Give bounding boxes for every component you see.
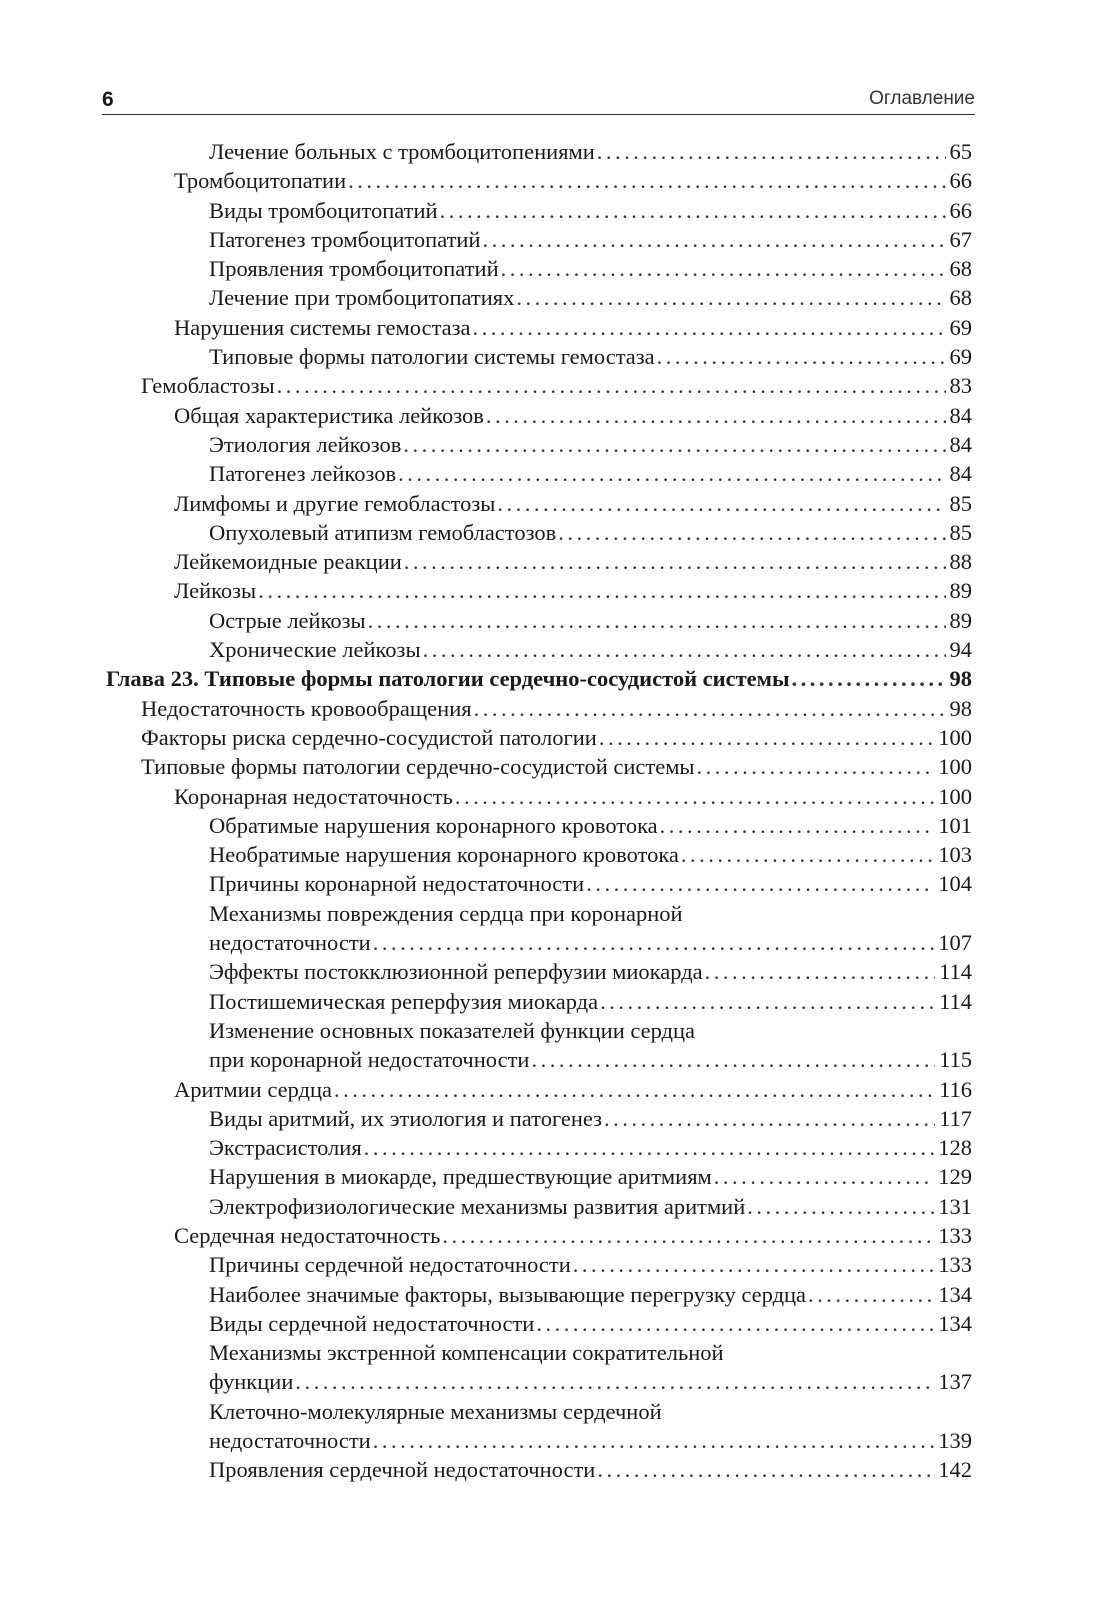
toc-entry bbox=[0, 635, 1095, 664]
leader-dots bbox=[597, 1455, 934, 1484]
leader-dots bbox=[597, 137, 946, 166]
toc-entry bbox=[0, 987, 1095, 1016]
leader-dots bbox=[697, 752, 935, 781]
toc-entry-page: 107 bbox=[938, 930, 972, 956]
toc-entry-title: при коронарной недостаточности bbox=[209, 1047, 530, 1073]
leader-dots bbox=[705, 957, 935, 986]
toc-entry-title: Клеточно-молекулярные механизмы сердечной bbox=[209, 1398, 662, 1424]
toc-entry bbox=[0, 1280, 1095, 1309]
toc-entry bbox=[0, 1045, 1095, 1074]
toc-entry-title: Обратимые нарушения коронарного кровотока bbox=[209, 812, 658, 838]
toc-entry bbox=[0, 254, 1095, 283]
toc-entry bbox=[0, 1309, 1095, 1338]
toc-entry-page: 115 bbox=[939, 1047, 972, 1073]
toc-entry-page: 88 bbox=[949, 549, 972, 575]
toc-entry-page: 67 bbox=[949, 226, 972, 252]
toc-entry bbox=[0, 430, 1095, 459]
toc-entry bbox=[0, 957, 1095, 986]
toc-entry-page: 69 bbox=[949, 314, 972, 340]
toc-entry-title: недостаточности bbox=[209, 930, 371, 956]
toc-entry bbox=[0, 694, 1095, 723]
leader-dots bbox=[486, 401, 946, 430]
toc-entry-title: Типовые формы патологии сердечно-сосудистой системы bbox=[141, 754, 695, 780]
toc-entry-page: 84 bbox=[949, 461, 972, 487]
toc-entry-title: Изменение основных показателей функции сердца bbox=[209, 1017, 696, 1043]
toc-entry-page: 134 bbox=[938, 1281, 972, 1307]
toc-entry-page: 137 bbox=[938, 1369, 972, 1395]
toc-entry bbox=[0, 518, 1095, 547]
toc-entry bbox=[0, 1133, 1095, 1162]
toc-entry-page: 83 bbox=[949, 373, 972, 399]
toc-entry-title: Постишемическая реперфузия миокарда bbox=[209, 988, 599, 1014]
toc-entry-title: Острые лейкозы bbox=[209, 607, 366, 633]
toc-entry-page: 103 bbox=[938, 842, 972, 868]
toc-entry bbox=[0, 196, 1095, 225]
toc-entry-title: Патогенез лейкозов bbox=[209, 461, 397, 487]
toc-entry-page: 85 bbox=[949, 490, 972, 516]
toc-entry-title: Механизмы повреждения сердца при коронарной bbox=[209, 900, 683, 926]
toc-entry-page: 85 bbox=[949, 519, 972, 545]
toc-entry-title: Механизмы экстренной компенсации сократительной bbox=[209, 1340, 724, 1366]
toc-entry-page: 100 bbox=[938, 783, 972, 809]
toc-entry-title: Виды аритмий, их этиология и патогенез bbox=[209, 1105, 603, 1131]
toc-entry bbox=[0, 137, 1095, 166]
toc-entry bbox=[0, 166, 1095, 195]
leader-dots bbox=[714, 1162, 934, 1191]
toc-entry-page: 100 bbox=[938, 724, 972, 750]
toc-entry bbox=[0, 576, 1095, 605]
toc-entry-page: 94 bbox=[949, 637, 972, 663]
toc-entry-page: 114 bbox=[939, 959, 972, 985]
toc-entry-title: Необратимые нарушения коронарного кровотока bbox=[209, 842, 679, 868]
toc-entry bbox=[0, 1250, 1095, 1279]
toc-entry-title: Патогенез тромбоцитопатий bbox=[209, 226, 481, 252]
toc-entry bbox=[0, 371, 1095, 400]
toc-entry-page: 116 bbox=[939, 1076, 972, 1102]
toc-entry-title: Наиболее значимые факторы, вызывающие перегрузку сердца bbox=[209, 1281, 807, 1307]
toc-entry-title: Виды тромбоцитопатий bbox=[209, 197, 438, 223]
section-title: Оглавление bbox=[869, 88, 975, 109]
leader-dots bbox=[681, 840, 934, 869]
leader-dots bbox=[501, 254, 946, 283]
leader-dots bbox=[348, 166, 945, 195]
leader-dots bbox=[440, 196, 946, 225]
toc-entry-title: Проявления сердечной недостаточности bbox=[209, 1457, 596, 1483]
toc-entry-title: Этиология лейкозов bbox=[209, 431, 402, 457]
toc-entry-page: 139 bbox=[938, 1428, 972, 1454]
toc-entry bbox=[0, 401, 1095, 430]
toc-entry-page: 89 bbox=[949, 607, 972, 633]
toc-entry bbox=[0, 782, 1095, 811]
toc-entry-title: Коронарная недостаточность bbox=[174, 783, 453, 809]
toc-entry-title: Лейкемоидные реакции bbox=[174, 549, 402, 575]
leader-dots bbox=[473, 313, 946, 342]
toc-entry-title: Лейкозы bbox=[174, 578, 257, 604]
toc-entry-title: Причины сердечной недостаточности bbox=[209, 1252, 571, 1278]
leader-dots bbox=[334, 1075, 935, 1104]
toc-entry-title: Сердечная недостаточность bbox=[174, 1222, 441, 1248]
toc-entry-title: Экстрасистолия bbox=[209, 1135, 362, 1161]
toc-entry bbox=[0, 1455, 1095, 1484]
leader-dots bbox=[442, 1221, 934, 1250]
toc-entry-title: Тромбоцитопатии bbox=[174, 168, 347, 194]
toc-entry-title: Нарушения в миокарде, предшествующие аритмиям bbox=[209, 1164, 712, 1190]
leader-dots bbox=[474, 694, 946, 723]
toc-entry-page: 66 bbox=[949, 168, 972, 194]
leader-dots bbox=[295, 1367, 934, 1396]
toc-entry-title: Причины коронарной недостаточности bbox=[209, 871, 585, 897]
toc-entry-page: 65 bbox=[949, 139, 972, 164]
toc-entry bbox=[0, 723, 1095, 752]
toc-entry-title: Нарушения системы гемостаза bbox=[174, 314, 471, 340]
page-number: 6 bbox=[102, 88, 114, 111]
toc-entry-page: 104 bbox=[938, 871, 972, 897]
toc-entry-page: 114 bbox=[939, 988, 972, 1014]
leader-dots bbox=[558, 518, 945, 547]
toc-entry-page: 100 bbox=[938, 754, 972, 780]
toc-entry bbox=[0, 459, 1095, 488]
toc-entry bbox=[0, 283, 1095, 312]
leader-dots bbox=[368, 606, 946, 635]
leader-dots bbox=[586, 869, 934, 898]
toc-entry-title: Факторы риска сердечно-сосудистой патологии bbox=[141, 724, 597, 750]
toc-entry-title: функции bbox=[209, 1369, 294, 1395]
toc-entry bbox=[0, 1426, 1095, 1455]
toc-entry-title: недостаточности bbox=[209, 1428, 371, 1454]
toc-entry-page: 101 bbox=[938, 812, 972, 838]
toc-entry-page: 68 bbox=[949, 285, 972, 311]
leader-dots bbox=[536, 1309, 934, 1338]
toc-entry-page: 68 bbox=[949, 256, 972, 282]
toc-entry bbox=[0, 1075, 1095, 1104]
leader-dots bbox=[277, 371, 946, 400]
toc-entry-page: 142 bbox=[938, 1457, 972, 1483]
toc-entry-page: 98 bbox=[949, 695, 972, 721]
toc-entry-title: Эффекты постокклюзионной реперфузии миокарда bbox=[209, 959, 703, 985]
toc-entry-title: Гемобластозы bbox=[141, 373, 275, 399]
toc-entry-title: Хронические лейкозы bbox=[209, 637, 421, 663]
toc-entry-title: Общая характеристика лейкозов bbox=[174, 402, 484, 428]
toc-entry-title: Типовые формы патологии системы гемостаза bbox=[209, 344, 655, 370]
toc-entry-title: Лимфомы и другие гемобластозы bbox=[174, 490, 496, 516]
toc-entry-first-line bbox=[0, 1338, 1095, 1367]
toc-entry-page: 98 bbox=[949, 666, 972, 692]
leader-dots bbox=[373, 928, 935, 957]
leader-dots bbox=[600, 987, 935, 1016]
leader-dots bbox=[516, 283, 945, 312]
toc-entry-page: 69 bbox=[949, 344, 972, 370]
toc-entry-page: 128 bbox=[938, 1135, 972, 1161]
toc-entry-title: Недостаточность кровообращения bbox=[141, 695, 472, 721]
leader-dots bbox=[604, 1104, 935, 1133]
toc-entry-first-line bbox=[0, 1016, 1095, 1045]
toc-entry bbox=[0, 313, 1095, 342]
toc-chapter-entry bbox=[0, 664, 1095, 693]
toc-entry bbox=[0, 869, 1095, 898]
toc-entry-page: 89 bbox=[949, 578, 972, 604]
toc-entry-page: 84 bbox=[949, 402, 972, 428]
toc-entry bbox=[0, 225, 1095, 254]
toc-entry bbox=[0, 1367, 1095, 1396]
toc-entry-page: 131 bbox=[938, 1193, 972, 1219]
leader-dots bbox=[258, 576, 945, 605]
toc-entry-title: Глава 23. Типовые формы патологии сердечно-сосудистой системы bbox=[106, 666, 790, 692]
toc-entry bbox=[0, 1192, 1095, 1221]
toc-entry bbox=[0, 1221, 1095, 1250]
toc-entry bbox=[0, 928, 1095, 957]
leader-dots bbox=[373, 1426, 935, 1455]
running-header bbox=[102, 86, 975, 115]
leader-dots bbox=[747, 1192, 934, 1221]
leader-dots bbox=[455, 782, 934, 811]
leader-dots bbox=[808, 1280, 934, 1309]
leader-dots bbox=[497, 489, 945, 518]
toc-entry bbox=[0, 1104, 1095, 1133]
toc-entry-page: 133 bbox=[938, 1222, 972, 1248]
toc-entry-page: 134 bbox=[938, 1310, 972, 1336]
leader-dots bbox=[483, 225, 946, 254]
toc-entry-page: 133 bbox=[938, 1252, 972, 1278]
toc-entry bbox=[0, 489, 1095, 518]
toc-entry-page: 117 bbox=[939, 1105, 972, 1131]
toc-entry-title: Аритмии сердца bbox=[174, 1076, 332, 1102]
leader-dots bbox=[403, 430, 945, 459]
toc-entry-title: Проявления тромбоцитопатий bbox=[209, 256, 499, 282]
toc-entry-page: 66 bbox=[949, 197, 972, 223]
leader-dots bbox=[657, 342, 946, 371]
leader-dots bbox=[364, 1133, 935, 1162]
leader-dots bbox=[398, 459, 945, 488]
toc-entry-page: 84 bbox=[949, 431, 972, 457]
toc-entry bbox=[0, 547, 1095, 576]
leader-dots bbox=[531, 1045, 935, 1074]
toc-entry bbox=[0, 840, 1095, 869]
leader-dots bbox=[599, 723, 934, 752]
toc-entry-title: Лечение больных с тромбоцитопениями bbox=[209, 139, 595, 164]
toc-entry bbox=[0, 342, 1095, 371]
toc-entry-first-line bbox=[0, 1397, 1095, 1426]
leader-dots bbox=[660, 811, 935, 840]
toc-entry bbox=[0, 811, 1095, 840]
toc-entry-title: Лечение при тромбоцитопатиях bbox=[209, 285, 515, 311]
table-of-contents bbox=[0, 137, 1095, 1485]
leader-dots bbox=[792, 664, 946, 693]
toc-entry-title: Виды сердечной недостаточности bbox=[209, 1310, 535, 1336]
toc-entry bbox=[0, 606, 1095, 635]
toc-entry-first-line bbox=[0, 899, 1095, 928]
leader-dots bbox=[404, 547, 946, 576]
leader-dots bbox=[573, 1250, 935, 1279]
toc-entry-title: Опухолевый атипизм гемобластозов bbox=[209, 519, 557, 545]
toc-entry-page: 129 bbox=[938, 1164, 972, 1190]
toc-entry bbox=[0, 752, 1095, 781]
toc-entry-title: Электрофизиологические механизмы развития аритмий bbox=[209, 1193, 746, 1219]
leader-dots bbox=[423, 635, 946, 664]
toc-entry bbox=[0, 1162, 1095, 1191]
